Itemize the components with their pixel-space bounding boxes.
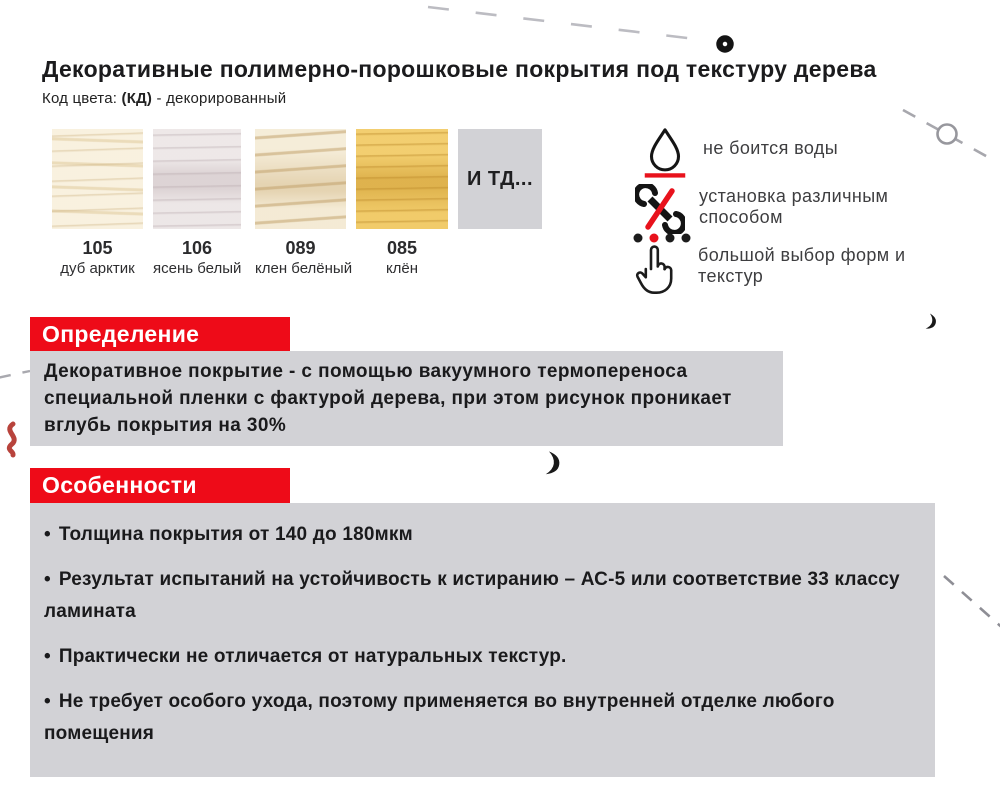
etc-label: И ТД...: [466, 167, 534, 190]
wood-swatch-105: [52, 129, 143, 229]
swatch-name: клен белёный: [255, 260, 353, 277]
swatch-caption: [153, 238, 241, 277]
comma-ornament-small: [926, 314, 938, 331]
swatch-name: ясень белый: [153, 260, 242, 277]
features-heading: [30, 468, 290, 503]
definition-body: Декоративное покрытие - с помощью вакуумного термопереноса специальной пленки с фактурой дерева, при этом рисунок проникает вглубь покрытия на 30%: [30, 351, 783, 446]
swatch-name: клён: [385, 260, 419, 277]
swatch-code: 105: [82, 238, 113, 258]
dashed-line-top: [428, 7, 704, 40]
wood-swatch-106: [153, 129, 241, 229]
dashed-line-left: [0, 371, 30, 378]
donut-dot-ornament: [720, 39, 731, 50]
definition-heading-label: Определение: [42, 320, 200, 347]
etc-box: [458, 129, 542, 229]
swatch-caption: [52, 238, 143, 277]
feature-item: • Не требует особого ухода, поэтому применяется во внутренней отделке любого помещения: [44, 686, 921, 750]
ring-ornament: [938, 125, 957, 144]
definition-heading: [30, 317, 290, 351]
swatch-caption: [356, 238, 448, 277]
color-code-value: (КД): [121, 90, 153, 107]
wood-swatch-085: [356, 129, 448, 229]
swatch-caption: [255, 238, 353, 277]
benefit-label-install: установка различным способом: [699, 186, 889, 227]
feature-item: • Результат испытаний на устойчивость к истиранию – АС-5 или соответствие 33 классу ламината: [44, 564, 921, 628]
page-title: Декоративные полимерно-порошковые покрытия под текстуру дерева: [42, 56, 877, 82]
dashed-line-bottom-right: [944, 576, 1000, 631]
wood-swatch-089: [255, 129, 346, 229]
swatch-code: 085: [386, 238, 418, 258]
swatch-code: 106: [181, 238, 213, 258]
feature-list: [44, 519, 921, 750]
feature-item: • Практически не отличается от натуральных текстур.: [44, 641, 921, 673]
color-code-suffix: - декорированный: [152, 90, 287, 107]
comma-ornament-large: [546, 451, 561, 475]
features-heading-label: Особенности: [42, 472, 197, 498]
water-drop-icon: [641, 126, 689, 180]
benefit-label-water: не боится воды: [703, 138, 839, 158]
wrench-screwdriver-icon: [635, 184, 685, 234]
red-squiggle-ornament: [9, 424, 14, 455]
feature-item: • Толщина покрытия от 140 до 180мкм: [44, 519, 921, 551]
swatch-name: дуб арктик: [60, 260, 135, 277]
color-code-line: [42, 90, 286, 107]
color-code-prefix: Код цвета:: [42, 90, 122, 107]
features-panel: [30, 503, 935, 777]
swatch-code: 089: [285, 238, 316, 258]
hand-pointer-icon: [632, 231, 696, 301]
benefit-label-forms: большой выбор форм и текстур: [698, 245, 906, 286]
